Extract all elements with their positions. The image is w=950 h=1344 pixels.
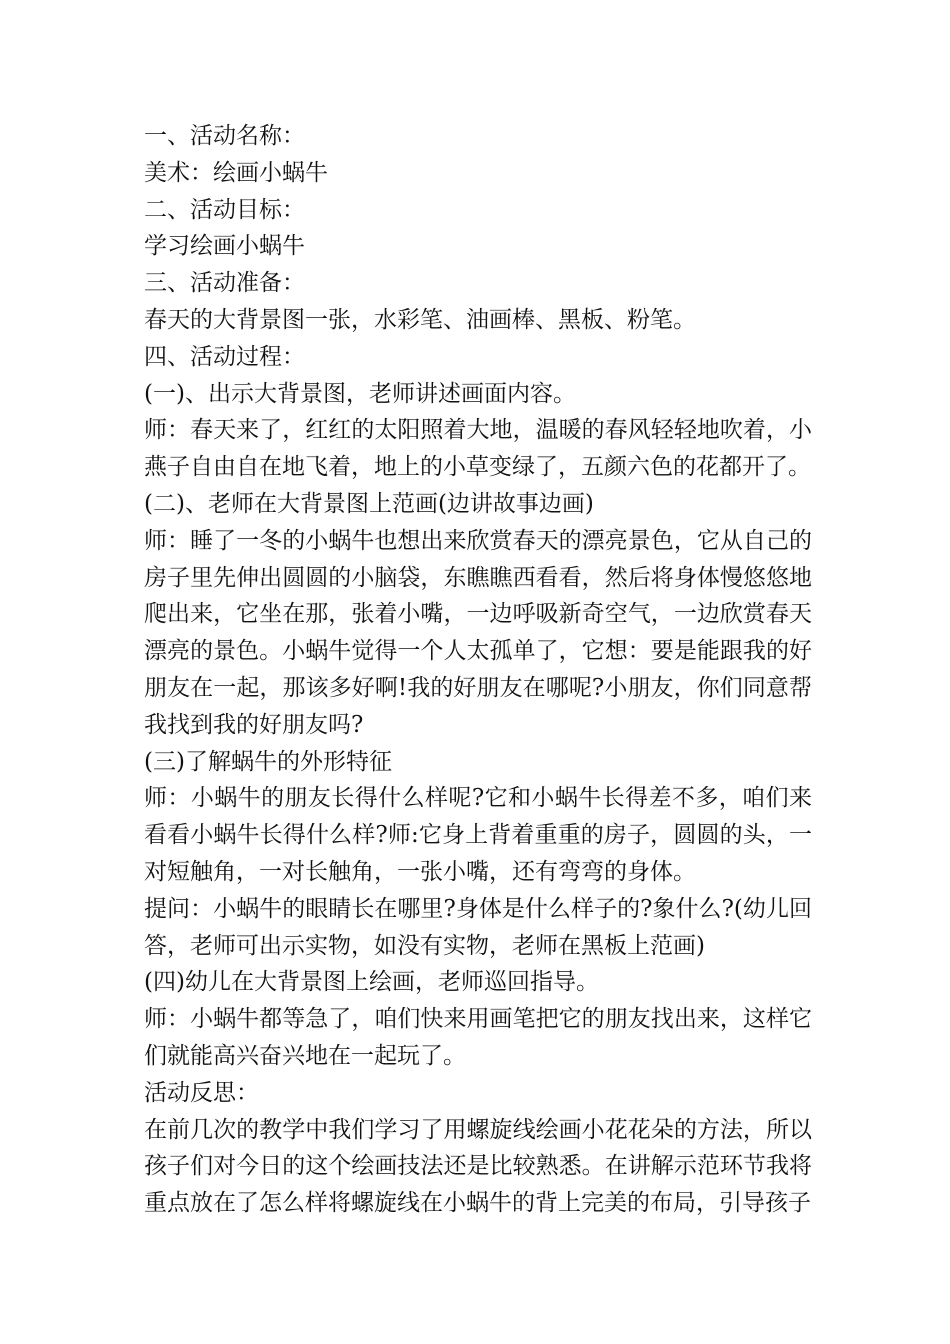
section-heading-reflection: 活动反思： xyxy=(144,1079,259,1106)
reflection-text: 在前几次的教学中我们学习了用螺旋线绘画小花花朵的方法，所以孩子们对今日的这个绘画技法还是比较熟悉。在讲解示范环节我将重点放在了怎么样将螺旋线在小蜗牛的背上完美的布局，引导孩子 xyxy=(144,1116,812,1217)
document-body xyxy=(144,118,812,1222)
process-step-1-heading: (一)、出示大背景图，老师讲述画面内容。 xyxy=(144,380,576,407)
process-step-4-heading: (四)幼儿在大背景图上绘画，老师巡回指导。 xyxy=(144,969,599,996)
process-step-2-teacher-text: 师：睡了一冬的小蜗牛也想出来欣赏春天的漂亮景色，它从自己的房子里先伸出圆圆的小脑袋，东瞧瞧西看看，然后将身体慢悠悠地爬出来，它坐在那，张着小嘴，一边呼吸新奇空气，一边欣赏春天漂亮的景色。小蜗牛觉得一个人太孤单了，它想：要是能跟我的好朋友在一起，那该多好啊!我的好朋友在哪呢?小朋友，你们同意帮我找到我的好朋友吗? xyxy=(144,527,812,738)
section-heading-activity-goal: 二、活动目标： xyxy=(144,196,305,223)
process-step-3-teacher-text: 师：小蜗牛的朋友长得什么样呢?它和小蜗牛长得差不多，咱们来看看小蜗牛长得什么样?师:它身上背着重重的房子，圆圆的头，一对短触角，一对长触角，一张小嘴，还有弯弯的身体。 xyxy=(144,785,812,885)
process-step-4-teacher-text: 师：小蜗牛都等急了，咱们快来用画笔把它的朋友找出来，这样它们就能高兴奋兴地在一起玩了。 xyxy=(144,1006,812,1069)
section-heading-activity-process: 四、活动过程： xyxy=(144,343,305,370)
process-step-2-heading: (二)、老师在大背景图上范画(边讲故事边画) xyxy=(144,490,594,517)
section-heading-activity-prep: 三、活动准备： xyxy=(144,270,305,297)
activity-goal-text: 学习绘画小蜗牛 xyxy=(144,233,305,260)
activity-name-text: 美术：绘画小蜗牛 xyxy=(144,159,328,186)
section-heading-activity-name: 一、活动名称： xyxy=(144,123,305,149)
process-step-1-teacher-text: 师：春天来了，红红的太阳照着大地，温暖的春风轻轻地吹着，小燕子自由自在地飞着，地上的小草变绿了，五颜六色的花都开了。 xyxy=(144,417,812,481)
process-step-3-question-text: 提问：小蜗牛的眼睛长在哪里?身体是什么样子的?象什么?(幼儿回答，老师可出示实物，如没有实物，老师在黑板上范画) xyxy=(144,895,812,959)
activity-prep-text: 春天的大背景图一张，水彩笔、油画棒、黑板、粉笔。 xyxy=(144,306,696,333)
process-step-3-heading: (三)了解蜗牛的外形特征 xyxy=(144,748,392,775)
